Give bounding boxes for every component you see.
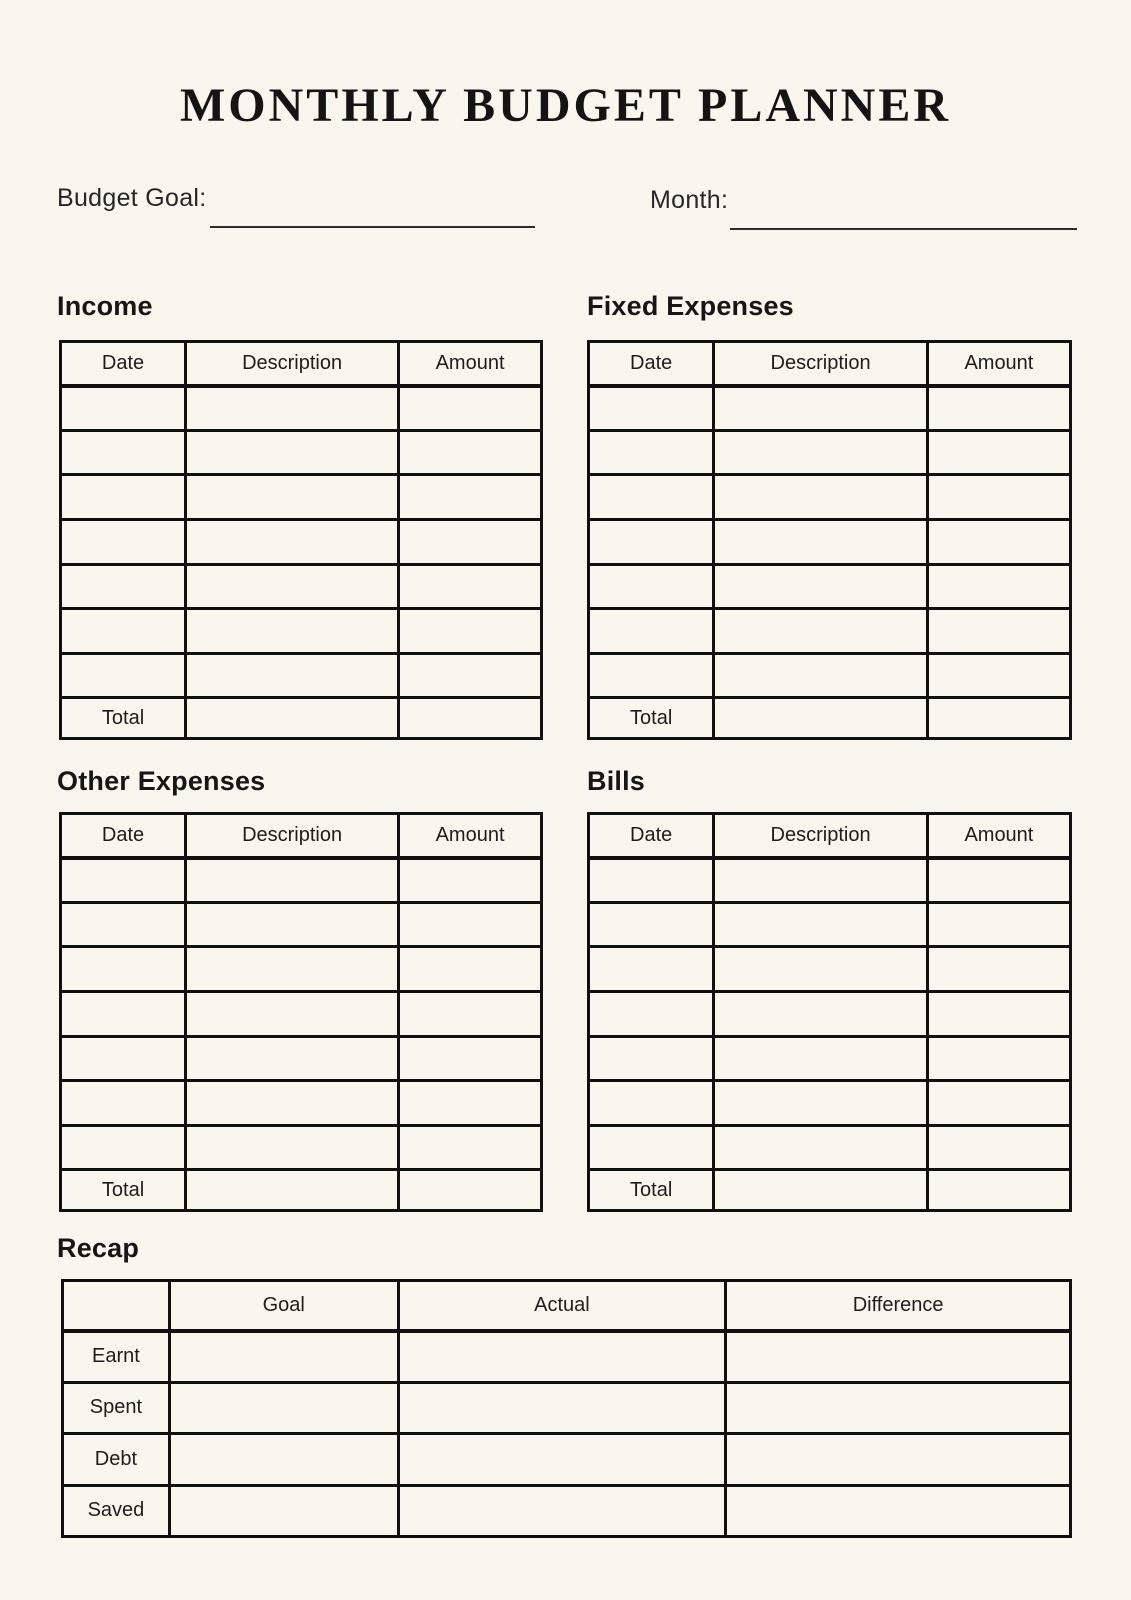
description-cell	[714, 947, 928, 992]
table-row	[61, 1125, 542, 1170]
amount-cell	[927, 947, 1070, 992]
table-row	[589, 430, 1071, 475]
total-label: Total	[61, 1170, 186, 1211]
page-title: MONTHLY BUDGET PLANNER	[180, 79, 951, 132]
description-cell	[186, 519, 399, 564]
date-cell	[589, 1081, 714, 1126]
total-description-cell	[186, 1170, 399, 1211]
description-cell	[186, 858, 399, 903]
table-row	[589, 653, 1071, 698]
date-cell	[61, 609, 186, 654]
table-row	[589, 1081, 1071, 1126]
actual-cell	[398, 1331, 726, 1383]
amount-cell	[927, 519, 1070, 564]
description-cell	[714, 609, 928, 654]
actual-cell	[398, 1382, 726, 1434]
table-row	[589, 858, 1071, 903]
amount-cell	[399, 386, 542, 431]
difference-cell	[726, 1331, 1071, 1383]
amount-cell	[399, 991, 542, 1036]
total-label: Total	[61, 698, 186, 739]
description-cell	[186, 386, 399, 431]
amount-cell	[399, 1036, 542, 1081]
column-header-amount: Amount	[927, 814, 1070, 858]
description-cell	[186, 991, 399, 1036]
row-label-saved: Saved	[63, 1485, 170, 1537]
date-cell	[61, 430, 186, 475]
description-cell	[186, 609, 399, 654]
amount-cell	[927, 1036, 1070, 1081]
row-label-spent: Spent	[63, 1382, 170, 1434]
table-row	[589, 991, 1071, 1036]
table-row	[589, 475, 1071, 520]
date-cell	[61, 947, 186, 992]
column-header-date: Date	[589, 814, 714, 858]
description-cell	[714, 519, 928, 564]
description-cell	[186, 475, 399, 520]
section-title-fixed-expenses: Fixed Expenses	[587, 291, 794, 321]
recap-corner-cell	[63, 1281, 170, 1331]
date-cell	[589, 902, 714, 947]
header-row	[589, 342, 1071, 386]
column-header-description: Description	[714, 814, 928, 858]
section-title-recap: Recap	[57, 1233, 140, 1263]
table-row	[61, 609, 542, 654]
total-row	[61, 698, 542, 739]
amount-cell	[399, 1081, 542, 1126]
date-cell	[589, 1036, 714, 1081]
description-cell	[714, 858, 928, 903]
table-row	[61, 947, 542, 992]
date-cell	[589, 519, 714, 564]
column-header-difference: Difference	[726, 1281, 1071, 1331]
description-cell	[714, 475, 928, 520]
amount-cell	[399, 564, 542, 609]
actual-cell	[398, 1485, 726, 1537]
description-cell	[714, 1081, 928, 1126]
amount-cell	[927, 475, 1070, 520]
description-cell	[186, 430, 399, 475]
goal-cell	[169, 1382, 398, 1434]
month-label: Month:	[650, 186, 729, 214]
table-row	[589, 609, 1071, 654]
row-label-debt: Debt	[63, 1434, 170, 1486]
total-row	[61, 1170, 542, 1211]
total-amount-cell	[927, 1170, 1070, 1211]
date-cell	[589, 858, 714, 903]
row-label-earnt: Earnt	[63, 1331, 170, 1383]
table-row	[589, 564, 1071, 609]
description-cell	[714, 653, 928, 698]
amount-cell	[399, 858, 542, 903]
header-row	[61, 342, 542, 386]
header-row	[61, 814, 542, 858]
table-row	[589, 519, 1071, 564]
header-row	[589, 814, 1071, 858]
table-row	[61, 1036, 542, 1081]
table-row	[61, 430, 542, 475]
date-cell	[61, 1036, 186, 1081]
date-cell	[61, 1081, 186, 1126]
amount-cell	[399, 947, 542, 992]
bills-table	[587, 812, 1072, 1212]
date-cell	[61, 902, 186, 947]
section-title-bills: Bills	[587, 766, 646, 796]
column-header-date: Date	[61, 814, 186, 858]
table-row	[61, 386, 542, 431]
date-cell	[589, 430, 714, 475]
date-cell	[61, 1125, 186, 1170]
amount-cell	[399, 609, 542, 654]
date-cell	[589, 564, 714, 609]
budget-goal-blank-line	[210, 226, 535, 228]
amount-cell	[927, 1081, 1070, 1126]
table-row	[61, 519, 542, 564]
table-row	[589, 386, 1071, 431]
total-amount-cell	[927, 698, 1070, 739]
column-header-description: Description	[186, 342, 399, 386]
total-label: Total	[589, 1170, 714, 1211]
date-cell	[589, 991, 714, 1036]
amount-cell	[927, 386, 1070, 431]
recap-row-saved	[63, 1485, 1071, 1537]
recap-row-spent	[63, 1382, 1071, 1434]
table-row	[61, 991, 542, 1036]
amount-cell	[399, 653, 542, 698]
month-blank-line	[730, 228, 1077, 230]
date-cell	[589, 653, 714, 698]
amount-cell	[399, 430, 542, 475]
total-amount-cell	[399, 1170, 542, 1211]
goal-cell	[169, 1434, 398, 1486]
column-header-description: Description	[714, 342, 928, 386]
section-title-other-expenses: Other Expenses	[57, 766, 266, 796]
goal-cell	[169, 1331, 398, 1383]
description-cell	[714, 430, 928, 475]
table-row	[61, 475, 542, 520]
total-description-cell	[186, 698, 399, 739]
column-header-description: Description	[186, 814, 399, 858]
table-row	[61, 858, 542, 903]
date-cell	[589, 609, 714, 654]
date-cell	[61, 991, 186, 1036]
difference-cell	[726, 1434, 1071, 1486]
total-description-cell	[714, 698, 928, 739]
amount-cell	[399, 519, 542, 564]
column-header-date: Date	[589, 342, 714, 386]
column-header-date: Date	[61, 342, 186, 386]
table-row	[589, 1036, 1071, 1081]
date-cell	[61, 858, 186, 903]
date-cell	[61, 564, 186, 609]
total-row	[589, 1170, 1071, 1211]
description-cell	[714, 991, 928, 1036]
date-cell	[61, 386, 186, 431]
amount-cell	[927, 991, 1070, 1036]
description-cell	[186, 653, 399, 698]
description-cell	[186, 1036, 399, 1081]
recap-row-earnt	[63, 1331, 1071, 1383]
difference-cell	[726, 1382, 1071, 1434]
table-row	[61, 653, 542, 698]
total-amount-cell	[399, 698, 542, 739]
date-cell	[589, 386, 714, 431]
date-cell	[589, 947, 714, 992]
table-row	[589, 1125, 1071, 1170]
date-cell	[61, 475, 186, 520]
amount-cell	[927, 564, 1070, 609]
date-cell	[61, 653, 186, 698]
total-row	[589, 698, 1071, 739]
column-header-amount: Amount	[399, 342, 542, 386]
fixed-expenses-table	[587, 340, 1072, 740]
description-cell	[186, 564, 399, 609]
table-row	[61, 902, 542, 947]
total-label: Total	[589, 698, 714, 739]
amount-cell	[927, 858, 1070, 903]
amount-cell	[399, 475, 542, 520]
amount-cell	[927, 430, 1070, 475]
amount-cell	[927, 1125, 1070, 1170]
description-cell	[186, 947, 399, 992]
amount-cell	[927, 902, 1070, 947]
amount-cell	[399, 1125, 542, 1170]
income-table	[59, 340, 543, 740]
date-cell	[589, 1125, 714, 1170]
column-header-amount: Amount	[399, 814, 542, 858]
column-header-actual: Actual	[398, 1281, 726, 1331]
amount-cell	[927, 653, 1070, 698]
table-row	[61, 564, 542, 609]
date-cell	[589, 475, 714, 520]
table-row	[589, 902, 1071, 947]
description-cell	[186, 1081, 399, 1126]
recap-row-debt	[63, 1434, 1071, 1486]
description-cell	[186, 902, 399, 947]
description-cell	[714, 902, 928, 947]
description-cell	[714, 1125, 928, 1170]
date-cell	[61, 519, 186, 564]
recap-table	[61, 1279, 1072, 1538]
description-cell	[186, 1125, 399, 1170]
description-cell	[714, 386, 928, 431]
description-cell	[714, 564, 928, 609]
column-header-goal: Goal	[169, 1281, 398, 1331]
section-title-income: Income	[57, 291, 153, 321]
difference-cell	[726, 1485, 1071, 1537]
budget-goal-label: Budget Goal:	[57, 184, 207, 212]
description-cell	[714, 1036, 928, 1081]
column-header-amount: Amount	[927, 342, 1070, 386]
recap-header-row	[63, 1281, 1071, 1331]
actual-cell	[398, 1434, 726, 1486]
goal-cell	[169, 1485, 398, 1537]
amount-cell	[399, 902, 542, 947]
table-row	[61, 1081, 542, 1126]
table-row	[589, 947, 1071, 992]
total-description-cell	[714, 1170, 928, 1211]
other-expenses-table	[59, 812, 543, 1212]
amount-cell	[927, 609, 1070, 654]
